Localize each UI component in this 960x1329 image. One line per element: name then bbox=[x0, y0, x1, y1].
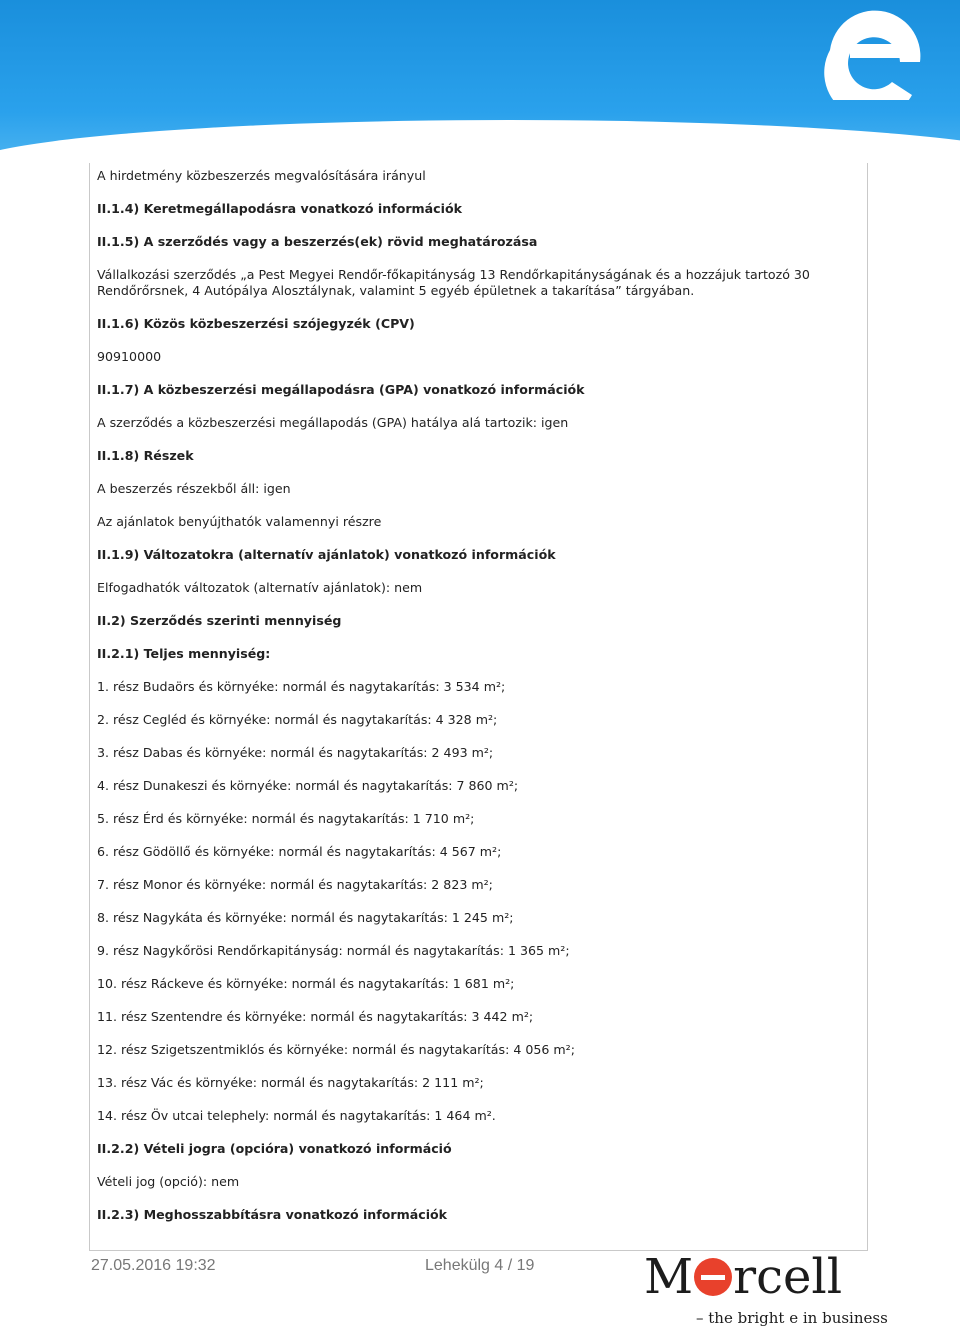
part-item: 5. rész Érd és környéke: normál és nagytakarítás: 1 710 m²; bbox=[97, 811, 475, 826]
part-item: 2. rész Cegléd és környéke: normál és nagytakarítás: 4 328 m²; bbox=[97, 712, 498, 727]
part-item: 13. rész Vác és környéke: normál és nagytakarítás: 2 111 m²; bbox=[97, 1075, 484, 1090]
part-item: 9. rész Nagykőrösi Rendőrkapitányság: normál és nagytakarítás: 1 365 m²; bbox=[97, 943, 570, 958]
document-body bbox=[97, 168, 865, 1223]
part-item: 1. rész Budaörs és környéke: normál és nagytakarítás: 3 534 m²; bbox=[97, 679, 506, 694]
part-item: 7. rész Monor és környéke: normál és nagytakarítás: 2 823 m²; bbox=[97, 877, 493, 892]
section-heading: II.2.1) Teljes mennyiség: bbox=[97, 646, 271, 661]
section-heading: II.1.5) A szerződés vagy a beszerzés(ek) rövid meghatározása bbox=[97, 234, 538, 249]
part-item: 14. rész Öv utcai telephely: normál és nagytakarítás: 1 464 m². bbox=[97, 1108, 496, 1123]
marcell-e-logo-icon bbox=[820, 0, 940, 100]
part-item: 3. rész Dabas és környéke: normál és nagytakarítás: 2 493 m²; bbox=[97, 745, 494, 760]
section-heading: II.2.2) Vételi jogra (opcióra) vonatkozó információ bbox=[97, 1141, 452, 1156]
part-item: 12. rész Szigetszentmiklós és környéke: normál és nagytakarítás: 4 056 m²; bbox=[97, 1042, 575, 1057]
part-item: 11. rész Szentendre és környéke: normál és nagytakarítás: 3 442 m²; bbox=[97, 1009, 534, 1024]
frame-left-border bbox=[89, 163, 90, 1250]
section-heading: II.1.9) Változatokra (alternatív ajánlatok) vonatkozó információk bbox=[97, 547, 556, 562]
section-heading: II.2) Szerződés szerinti mennyiség bbox=[97, 613, 342, 628]
body-text: Vételi jog (opció): nem bbox=[97, 1174, 240, 1189]
footer-timestamp: 27.05.2016 19:32 bbox=[91, 1257, 216, 1274]
part-item: 4. rész Dunakeszi és környéke: normál és nagytakarítás: 7 860 m²; bbox=[97, 778, 519, 793]
brand-tagline: – the bright e in business bbox=[696, 1309, 888, 1327]
part-item: 10. rész Ráckeve és környéke: normál és nagytakarítás: 1 681 m²; bbox=[97, 976, 515, 991]
section-heading: II.1.6) Közös közbeszerzési szójegyzék (CPV) bbox=[97, 316, 415, 331]
brand-suffix: rcell bbox=[733, 1249, 843, 1305]
part-item: 6. rész Gödöllő és környéke: normál és nagytakarítás: 4 567 m²; bbox=[97, 844, 502, 859]
body-text: Elfogadhatók változatok (alternatív ajánlatok): nem bbox=[97, 580, 423, 595]
body-text: A szerződés a közbeszerzési megállapodás (GPA) hatálya alá tartozik: igen bbox=[97, 415, 569, 430]
header-wave bbox=[0, 120, 960, 160]
body-text: Az ajánlatok benyújthatók valamennyi részre bbox=[97, 514, 382, 529]
section-heading: II.1.4) Keretmegállapodásra vonatkozó információk bbox=[97, 201, 462, 216]
section-heading: II.1.7) A közbeszerzési megállapodásra (GPA) vonatkozó információk bbox=[97, 382, 585, 397]
page-number: Lehekülg 4 / 19 bbox=[425, 1257, 535, 1274]
cpv-code: 90910000 bbox=[97, 349, 162, 364]
body-text: A beszerzés részekből áll: igen bbox=[97, 481, 291, 496]
marcell-logo bbox=[644, 1249, 888, 1327]
brand-prefix: M bbox=[644, 1249, 694, 1305]
brand-e-icon bbox=[694, 1258, 732, 1296]
header-band bbox=[0, 0, 960, 160]
brand-wordmark bbox=[644, 1249, 842, 1305]
contract-description: Vállalkozási szerződés „a Pest Megyei Rendőr-főkapitányság 13 Rendőrkapitányságának és a hozzájuk tartozó 30 Rendőrőrsnek, 4 Autópálya Alosztálynak, valamint 5 egyéb épületnek a takarítása” tárgyában. bbox=[97, 267, 810, 298]
section-heading: II.1.8) Részek bbox=[97, 448, 194, 463]
body-text: A hirdetmény közbeszerzés megvalósítására irányul bbox=[97, 168, 426, 183]
frame-right-border bbox=[867, 163, 868, 1250]
section-heading: II.2.3) Meghosszabbításra vonatkozó információk bbox=[97, 1207, 448, 1222]
part-item: 8. rész Nagykáta és környéke: normál és nagytakarítás: 1 245 m²; bbox=[97, 910, 514, 925]
